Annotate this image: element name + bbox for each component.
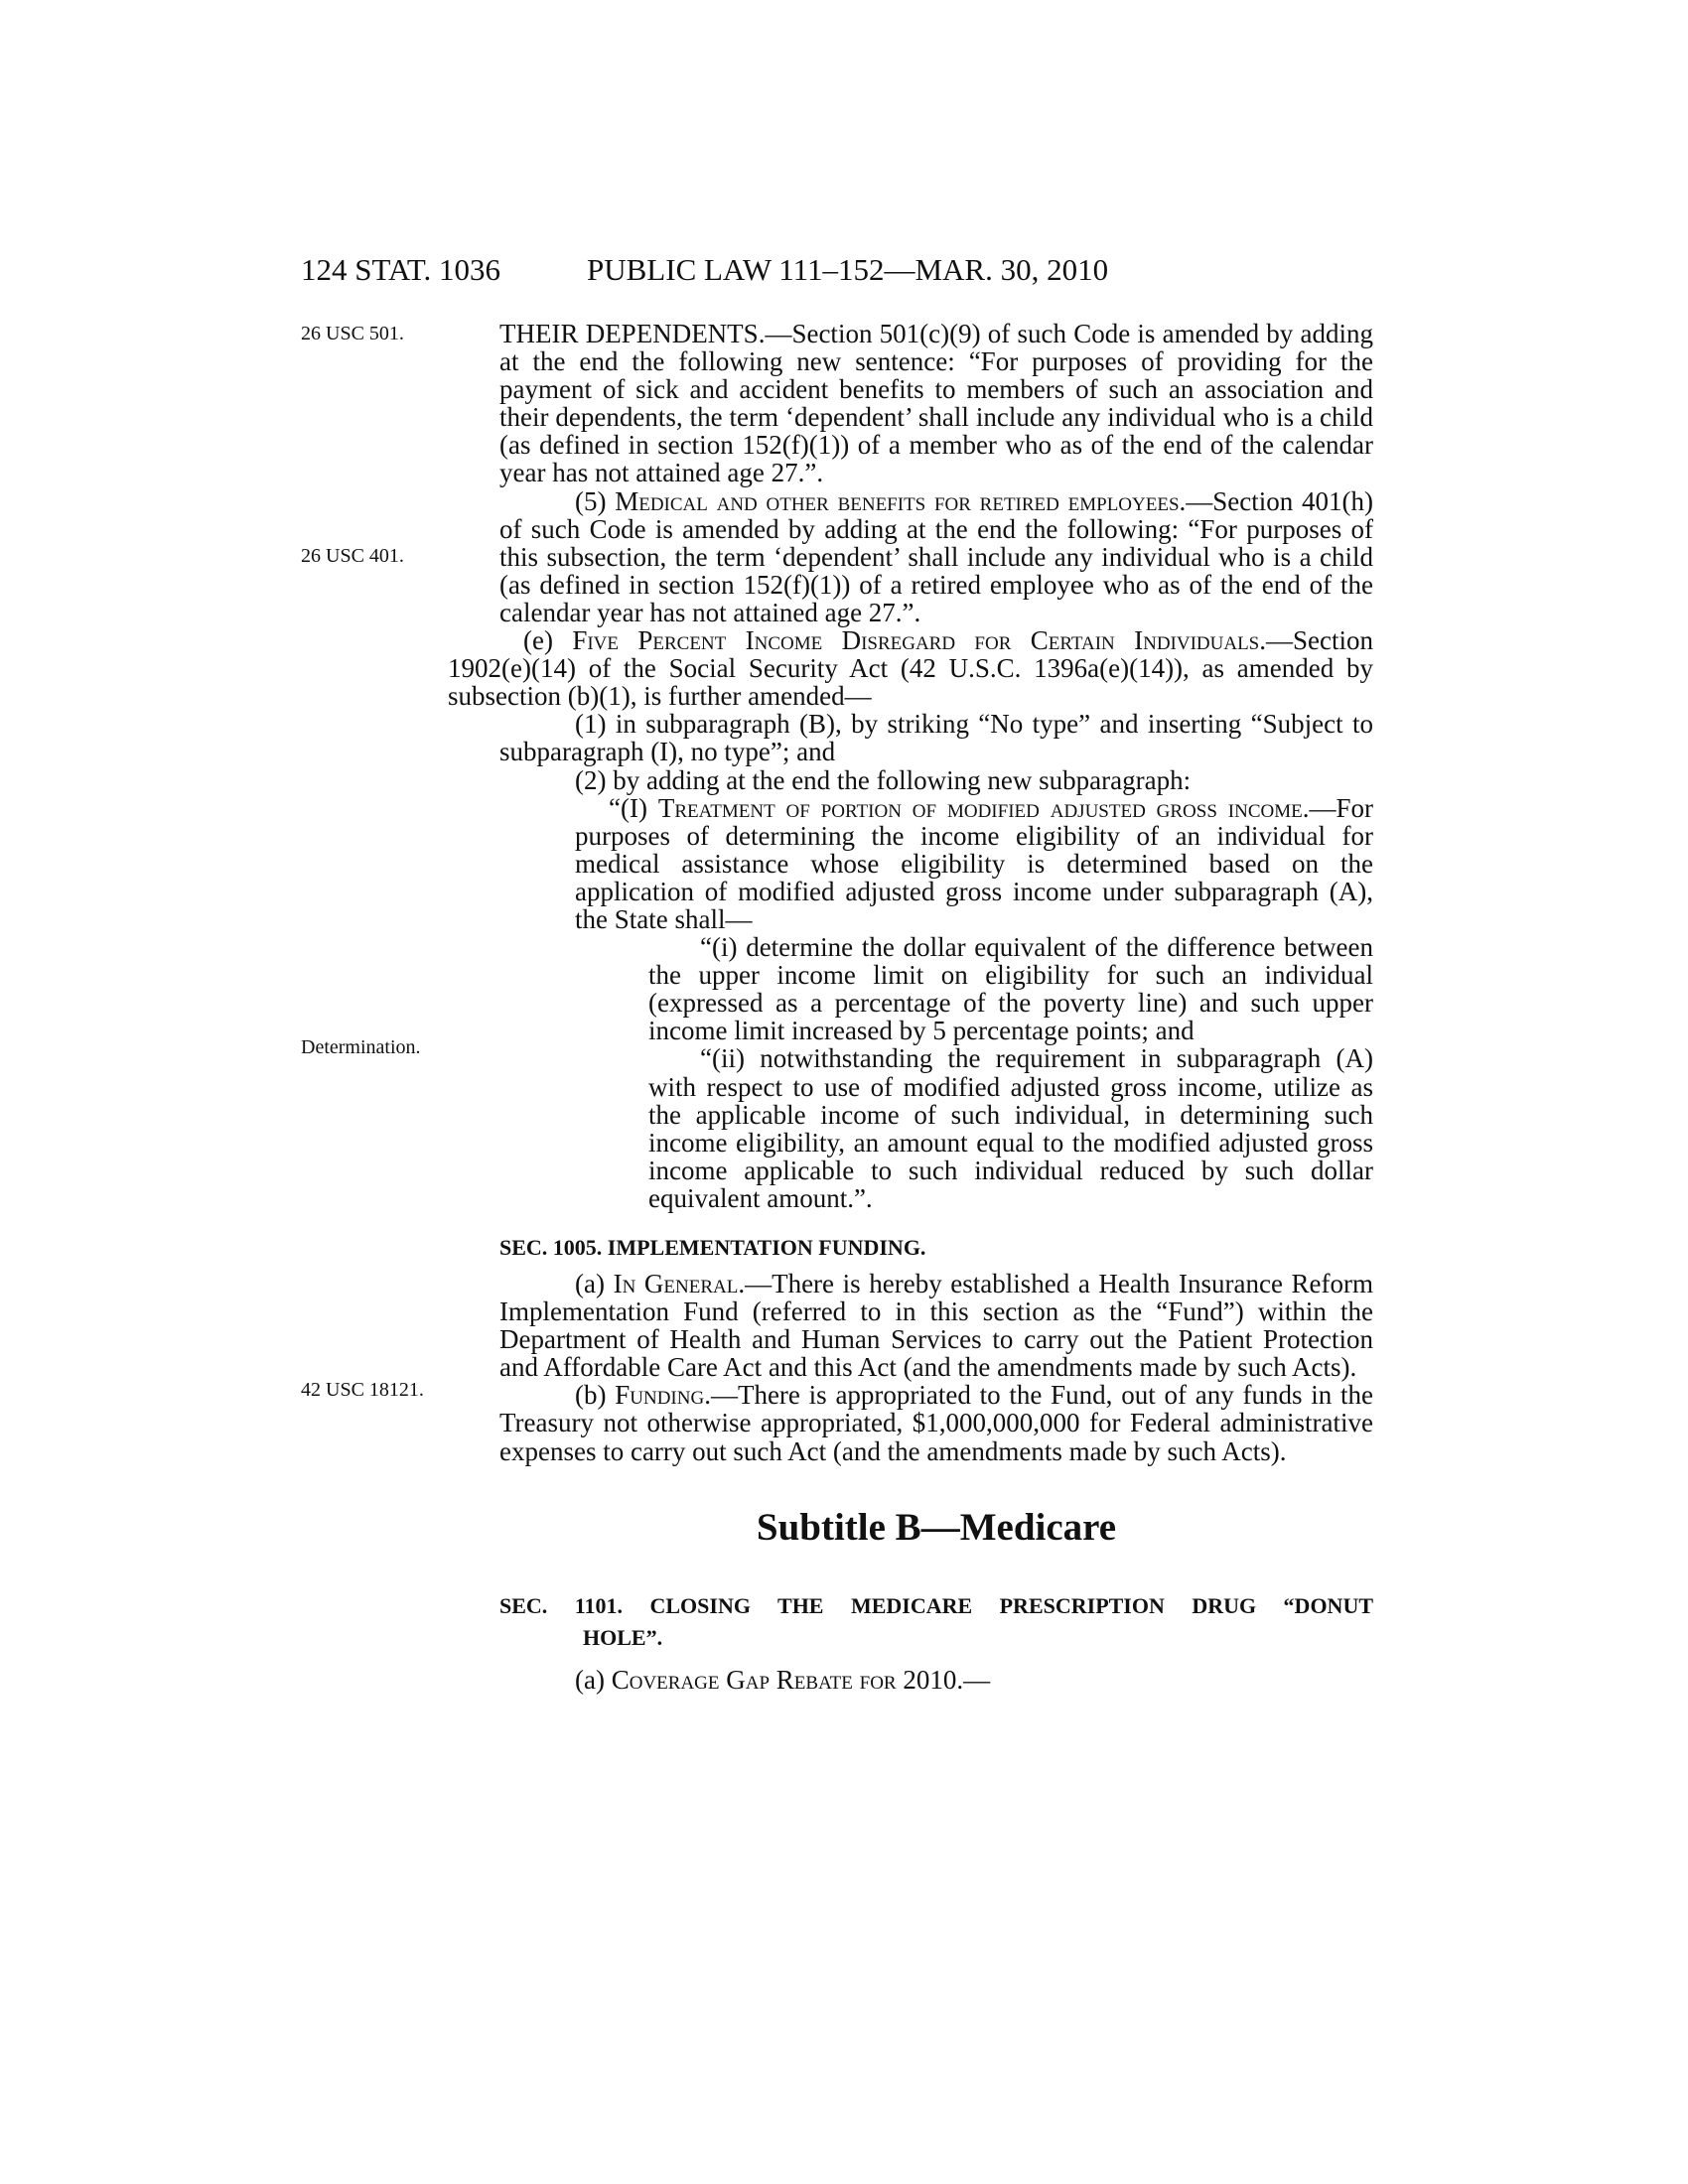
subsection-e-income-disregard: [448, 626, 1373, 710]
subsection-number: (a): [575, 1664, 605, 1695]
section-1101-heading: [499, 1590, 1373, 1654]
subparagraph-caption: Treatment of portion of modified adjusted gross income.: [657, 792, 1310, 823]
subsection-a-in-general: [499, 1270, 1373, 1381]
margin-note-26-usc-501: 26 USC 501.: [301, 323, 404, 344]
margin-note-26-usc-401: 26 USC 401.: [301, 545, 404, 567]
statute-page-reference: 124 STAT. 1036: [301, 252, 501, 287]
subsection-caption: In General.: [613, 1269, 746, 1298]
paragraph-caption: THEIR DEPENDENTS.: [499, 319, 766, 348]
paragraph-caption: Medical and other benefits for retired employees.: [615, 485, 1187, 516]
margin-note-determination: Determination.: [301, 1036, 421, 1058]
subsection-number: (a): [575, 1269, 605, 1298]
subsection-dash: —: [963, 1664, 991, 1695]
paragraph-number: (5): [575, 485, 607, 516]
margin-note-42-usc-18121: 42 USC 18121.: [301, 1379, 424, 1401]
clause-i: “(i) determine the dollar equivalent of the difference between the upper income limit on eligibility for such an individual (expressed as a percentage of the poverty line) and such upper income limit increased by 5 percentage points; and: [648, 932, 1373, 1046]
subsection-number: (e): [523, 625, 553, 656]
section-1101-heading-line-1: SEC. 1101. CLOSING THE MEDICARE PRESCRIPTION DRUG “DONUT: [499, 1592, 1373, 1618]
paragraph-their-dependents: [499, 320, 1373, 487]
public-law-title: PUBLIC LAW 111–152—MAR. 30, 2010: [587, 252, 1109, 287]
subsection-text: —There is appropriated to the Fund, out of any funds in the Treasury not otherwise appropriated, $1,000,000,000 for Federal administrative expenses to carry out such Act (and the amendments made by such Acts).: [499, 1380, 1373, 1466]
body-text: [448, 319, 1374, 1695]
amendment-item-2: (2) by adding at the end the following new subparagraph:: [575, 764, 1192, 795]
subparagraph-text: —For purposes of determining the income eligibility of an individual for medical assistance whose eligibility is determined based on the application of modified adjusted gross income under subparagraph (A), the State shall—: [575, 792, 1374, 934]
paragraph-text: —Section 401(h) of such Code is amended by adding at the end the following: “For purposes of this subsection, the term ‘dependent’ shall include any individual who is a child (as defined in section 152(f)(1)) of a retired employee who as of the end of the calendar year has not attained age 27.”.: [499, 485, 1373, 627]
running-head: [301, 250, 1373, 290]
section-1005-heading: SEC. 1005. IMPLEMENTATION FUNDING.: [499, 1235, 926, 1260]
subsection-caption: Coverage Gap Rebate for 2010.: [611, 1664, 964, 1695]
section-1101-heading-line-2: HOLE”.: [583, 1624, 663, 1650]
subsection-caption: Funding.: [615, 1380, 711, 1411]
subparagraph-number: “(I): [609, 792, 647, 823]
subtitle-heading: Subtitle B—Medicare: [756, 1505, 1117, 1549]
subsection-text: —Section 1902(e)(14) of the Social Security Act (42 U.S.C. 1396a(e)(14)), as amended by subsection (b)(1), is further amended—: [448, 625, 1374, 712]
subsection-b-funding: [499, 1381, 1373, 1464]
subsection-a-coverage-gap-rebate: [499, 1666, 1373, 1694]
subparagraph-I: [499, 794, 1373, 933]
subsection-caption: Five Percent Income Disregard for Certain Individuals.: [572, 625, 1267, 656]
subsection-text: —There is hereby established a Health Insurance Reform Implementation Fund (referred to in this section as the “Fund”) within the Department of Health and Human Services to carry out the Patient Protection and Affordable Care Act and this Act (and the amendments made by such Acts).: [499, 1269, 1374, 1383]
amendment-item-1: (1) in subparagraph (B), by striking “No type” and inserting “Subject to subparagraph (I), no type”; and: [499, 709, 1373, 767]
subsection-number: (b): [575, 1380, 607, 1411]
paragraph-5-medical-benefits: [499, 487, 1373, 626]
paragraph-text: —Section 501(c)(9) of such Code is amended by adding at the end the following new sentence: “For purposes of providing for the payment of sick and accident benefits to members of such an association and their dependents, the term ‘dependent’ shall include any individual who is a child (as defined in section 152(f)(1)) of a member who as of the end of the calendar year has not attained age 27.”.: [499, 319, 1374, 488]
clause-ii: “(ii) notwithstanding the requirement in subparagraph (A) with respect to use of modified adjusted gross income, utilize as the applicable income of such individual, in determining such income eligibility, an amount equal to the modified adjusted gross income applicable to such individual reduced by such dollar equivalent amount.”.: [648, 1043, 1373, 1213]
